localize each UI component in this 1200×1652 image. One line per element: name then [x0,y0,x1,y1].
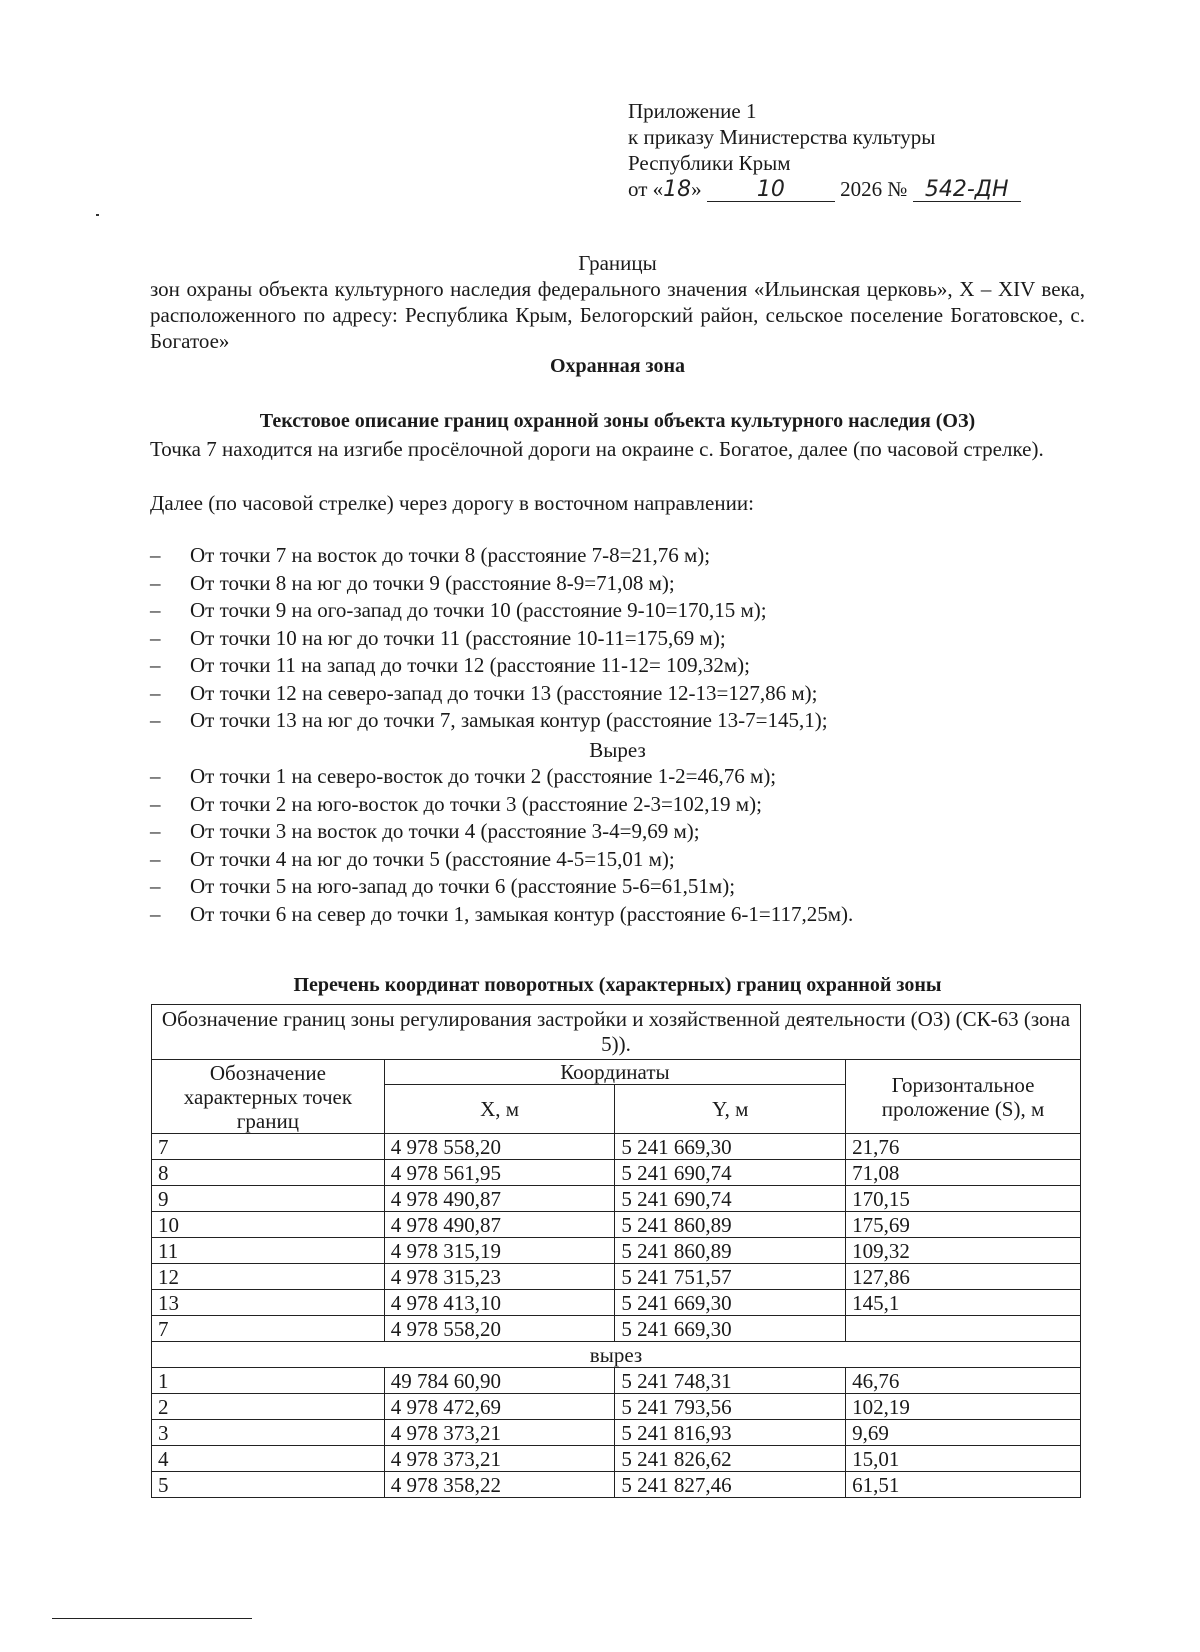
header-y: Y, м [615,1085,846,1134]
appendix-date-line [628,176,1021,203]
table-row: 1 49 784 60,90 5 241 748,31 46,76 [152,1368,1081,1394]
footnote-divider [52,1618,252,1619]
table-row: 8 4 978 561,95 5 241 690,74 71,08 [152,1160,1081,1186]
dash-bullet: – [150,543,161,567]
table-row: 4 4 978 373,21 5 241 826,62 15,01 [152,1446,1081,1472]
table-row: 3 4 978 373,21 5 241 816,93 9,69 [152,1420,1081,1446]
scan-speck [96,214,99,216]
document-intro: зон охраны объекта культурного наследия федерального значения «Ильинская церковь», X – XIV века, расположенного по адресу: Республика Крым, Белогорский район, сельское поселение Богатовское, с. Богатое» [150,277,1085,353]
list-item: – От точки 8 на юг до точки 9 (расстояние 8-9=71,08 м); [150,570,1085,598]
list-item: – От точки 6 на север до точки 1, замыкая контур (расстояние 6-1=117,25м). [150,901,1085,929]
table-row: 7 4 978 558,20 5 241 669,30 21,76 [152,1134,1081,1160]
table-row: 11 4 978 315,19 5 241 860,89 109,32 [152,1238,1081,1264]
list-item: – От точки 4 на юг до точки 5 (расстояние 4-5=15,01 м); [150,846,1085,874]
text-description-heading: Текстовое описание границ охранной зоны объекта культурного наследия (ОЗ) [259,410,976,432]
appendix-line-2: к приказу Министерства культуры [628,125,936,149]
dash-bullet: – [150,680,161,705]
dash-bullet: – [150,570,161,595]
date-day-handwritten: 18 [663,177,692,202]
dash-bullet: – [150,653,161,677]
dash-bullet: – [150,708,161,732]
date-year: 2026 № [840,177,908,201]
dash-bullet: – [150,764,161,788]
dash-bullet: – [150,846,161,871]
dash-bullet: – [150,901,161,926]
date-prefix: от « [628,177,664,201]
dash-bullet: – [150,791,161,816]
header-x: X, м [384,1085,615,1134]
table-row: 10 4 978 490,87 5 241 860,89 175,69 [152,1212,1081,1238]
table-row: 5 4 978 358,22 5 241 827,46 61,51 [152,1472,1081,1498]
list-item: – От точки 1 на северо-восток до точки 2 (расстояние 1-2=46,76 м); [150,763,1085,791]
list-item: – От точки 5 на юго-запад до точки 6 (расстояние 5-6=61,51м); [150,873,1085,901]
table-caption: Обозначение границ зоны регулирования застройки и хозяйственной деятельности (ОЗ) (СК-63 (зона 5)). [152,1005,1081,1060]
appendix-line-3: Республики Крым [628,151,791,175]
table-row: 9 4 978 490,87 5 241 690,74 170,15 [152,1186,1081,1212]
boundary-list-main [150,542,1085,735]
cutout-heading: Вырез [589,738,646,762]
list-item: – От точки 2 на юго-восток до точки 3 (расстояние 2-3=102,19 м); [150,791,1085,819]
date-month-handwritten: 10 [707,179,835,202]
table-row: 2 4 978 472,69 5 241 793,56 102,19 [152,1394,1081,1420]
list-item: – От точки 13 на юг до точки 7, замыкая контур (расстояние 13-7=145,1); [150,707,1085,735]
list-item: – От точки 7 на восток до точки 8 (расстояние 7-8=21,76 м); [150,542,1085,570]
list-item: – От точки 9 на ого-запад до точки 10 (расстояние 9-10=170,15 м); [150,597,1085,625]
coordinates-table-heading: Перечень координат поворотных (характерных) границ охранной зоны [293,974,942,996]
list-item: – От точки 10 на юг до точки 11 (расстояние 10-11=175,69 м); [150,625,1085,653]
list-item: – От точки 11 на запад до точки 12 (расстояние 11-12= 109,32м); [150,652,1085,680]
boundary-list-cutout [150,763,1085,928]
header-coordinates: Координаты [384,1060,845,1085]
header-horizontal-distance: Горизонтальное проложение (S), м [846,1060,1081,1134]
coordinates-table [151,1004,1081,1498]
header-point-designation: Обозначение характерных точек границ [152,1060,385,1134]
list-item: – От точки 12 на северо-запад до точки 13 (расстояние 12-13=127,86 м); [150,680,1085,708]
appendix-line-1: Приложение 1 [628,99,757,123]
dash-bullet: – [150,874,161,898]
dash-bullet: – [150,625,161,650]
table-row: 12 4 978 315,23 5 241 751,57 127,86 [152,1264,1081,1290]
paragraph-start-point: Точка 7 находится на изгибе просёлочной дороги на окраине с. Богатое, далее (по часовой стрелке). [150,437,1044,461]
cutout-subheading: вырез [152,1342,1081,1368]
date-mid: » [691,177,702,201]
table-row: 13 4 978 413,10 5 241 669,30 145,1 [152,1290,1081,1316]
paragraph-direction: Далее (по часовой стрелке) через дорогу в восточном направлении: [150,491,754,515]
appendix-header [628,98,1021,203]
document-title: Границы [578,251,657,275]
order-number-handwritten: 542-ДН [913,179,1021,202]
dash-bullet: – [150,598,161,622]
zone-heading: Охранная зона [550,355,685,377]
table-row: 7 4 978 558,20 5 241 669,30 [152,1316,1081,1342]
list-item: – От точки 3 на восток до точки 4 (расстояние 3-4=9,69 м); [150,818,1085,846]
dash-bullet: – [150,819,161,843]
